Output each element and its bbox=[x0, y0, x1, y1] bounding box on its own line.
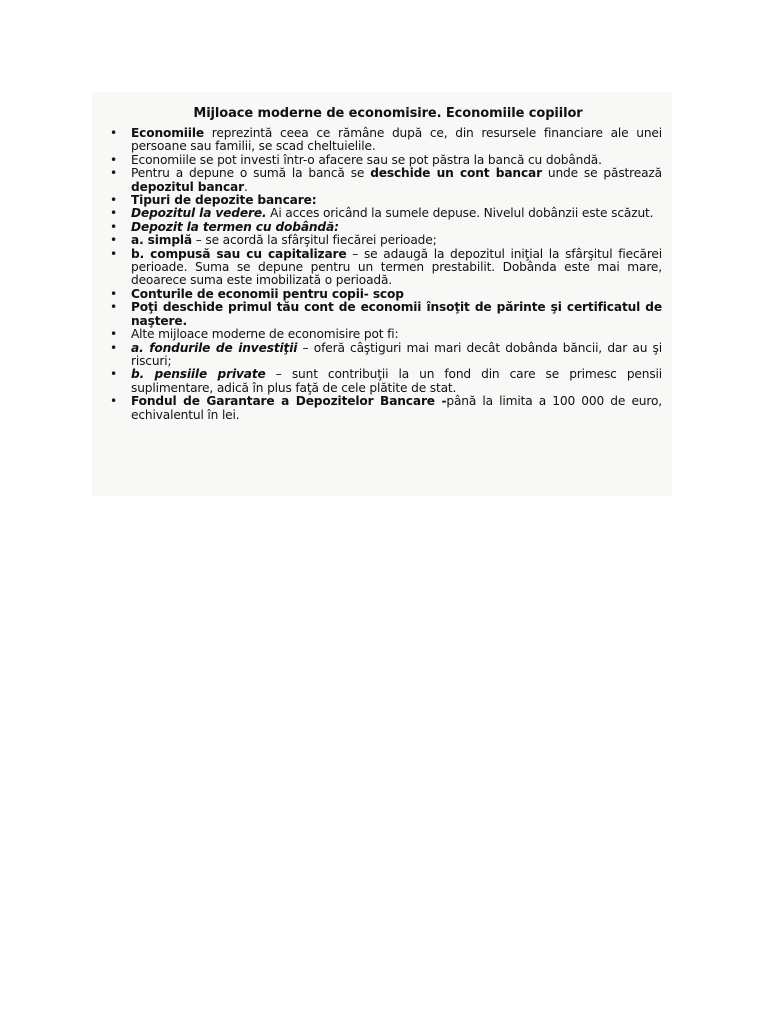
bullet-list bbox=[102, 127, 662, 422]
scanned-document bbox=[92, 92, 672, 496]
list-item: • Fondul de Garantare a Depozitelor Bancare -până la limita a 100 000 de euro, echivalentul în lei. bbox=[102, 395, 662, 422]
list-item: • b. pensiile private – sunt contribuţii la un fond din care se primesc pensii suplimentare, adică în plus faţă de cele plătite de stat. bbox=[102, 368, 662, 395]
list-item: • Alte mijloace moderne de economisire pot fi: bbox=[102, 328, 662, 341]
document-title: Mijloace moderne de economisire. Economiile copiilor bbox=[193, 106, 583, 121]
list-item: • b. compusă sau cu capitalizare – se adaugă la depozitul iniţial la sfârşitul fiecărei perioade. Suma se depune pentru un termen prestabilit. Dobânda este mai mare, deoarece suma este imobilizată o perioadă. bbox=[102, 248, 662, 288]
list-item: • Poţi deschide primul tău cont de economii însoţit de părinte şi certificatul de naştere. bbox=[102, 301, 662, 328]
list-item: • Depozitul la vedere. Ai acces oricând la sumele depuse. Nivelul dobânzii este scăzut. bbox=[102, 207, 662, 220]
list-item: • Conturile de economii pentru copii- scop bbox=[102, 288, 662, 301]
list-item: • a. simplă – se acordă la sfârşitul fiecărei perioade; bbox=[102, 234, 662, 247]
list-item: • Economiile se pot investi într-o afacere sau se pot păstra la bancă cu dobândă. bbox=[102, 154, 662, 167]
list-item: • Economiile reprezintă ceea ce rămâne după ce, din resursele financiare ale unei persoane sau familii, se scad cheltuielile. bbox=[102, 127, 662, 154]
list-item: • Tipuri de depozite bancare: bbox=[102, 194, 662, 207]
list-item: • Depozit la termen cu dobândă: bbox=[102, 221, 662, 234]
list-item: • a. fondurile de investiţii – oferă câştiguri mai mari decât dobânda băncii, dar au şi riscuri; bbox=[102, 342, 662, 369]
list-item: • Pentru a depune o sumă la bancă se deschide un cont bancar unde se păstrează depozitul bancar. bbox=[102, 167, 662, 194]
